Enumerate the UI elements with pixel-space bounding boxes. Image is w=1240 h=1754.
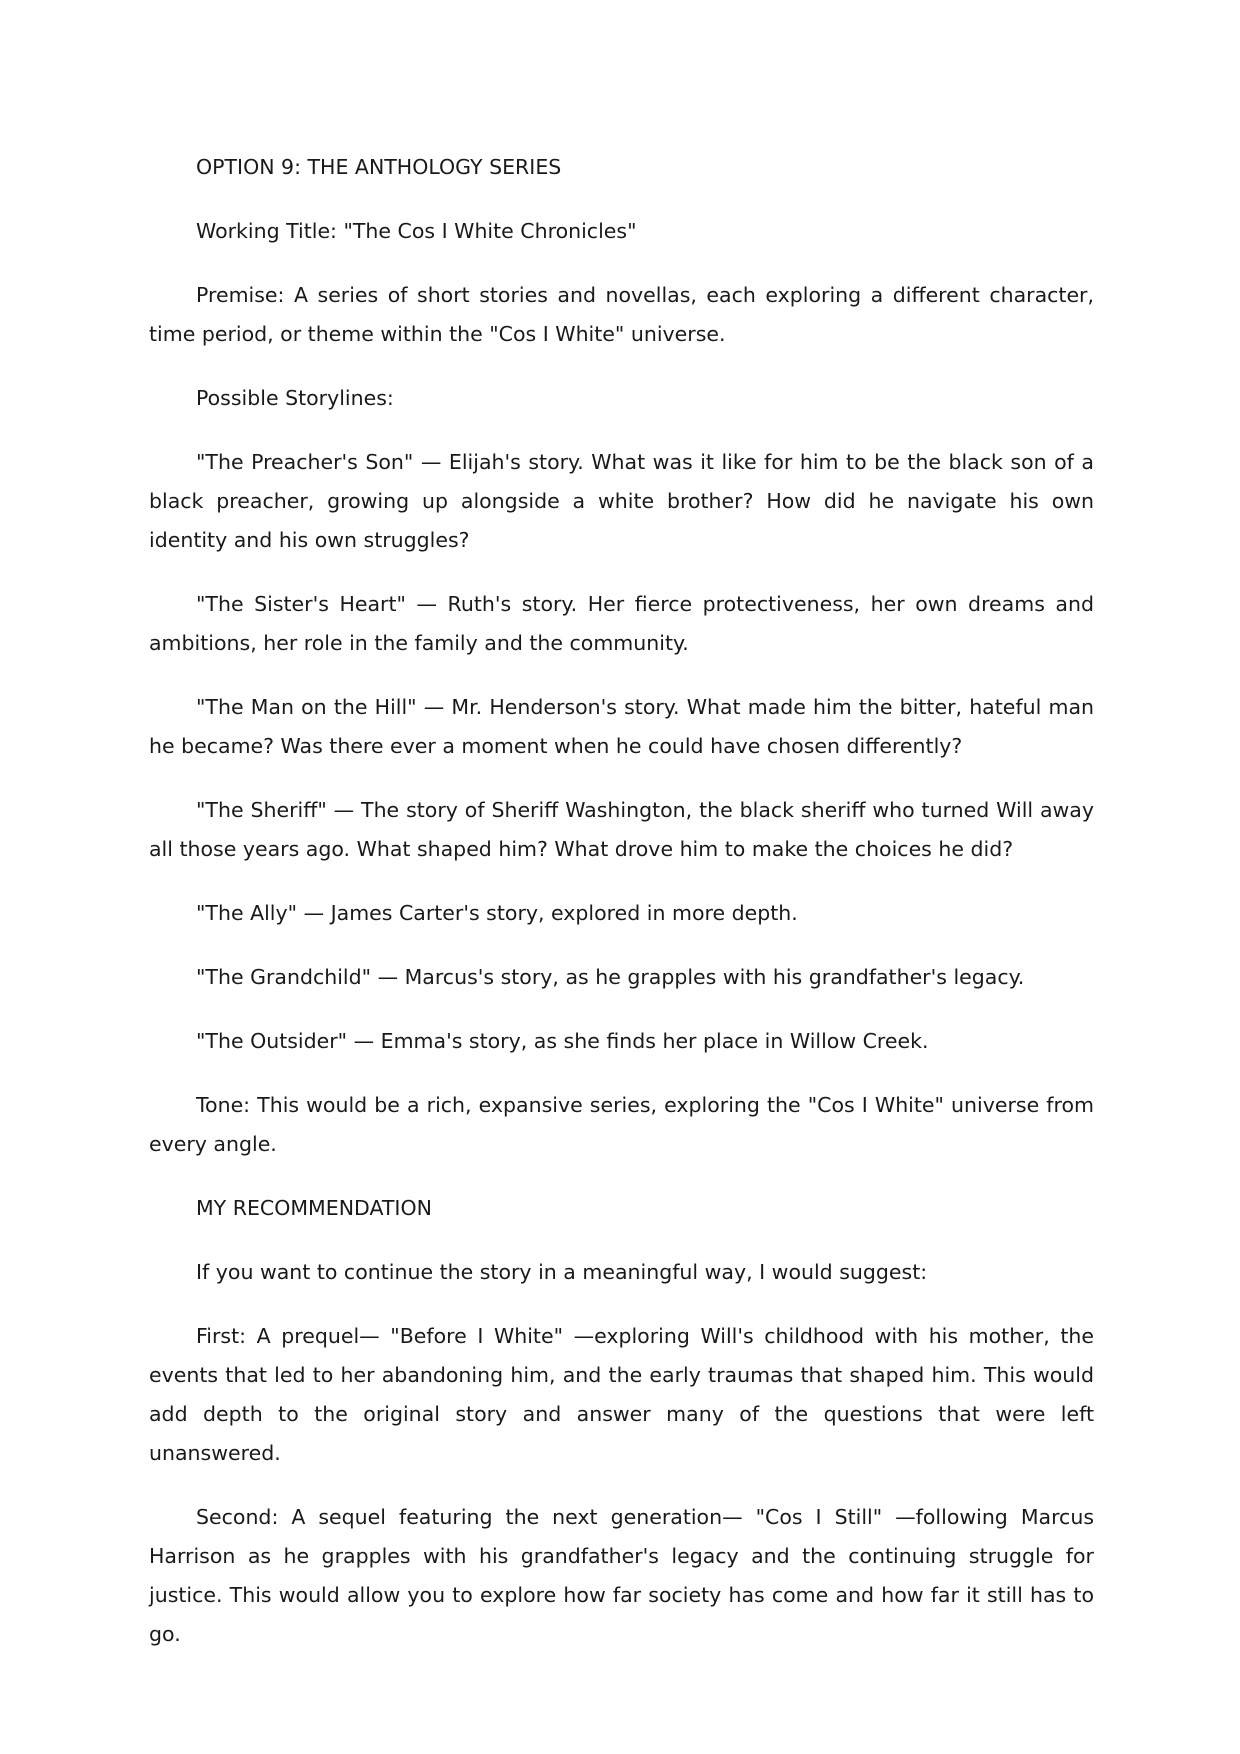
section-heading: OPTION 9: THE ANTHOLOGY SERIES [196,155,562,179]
recommendation-heading: MY RECOMMENDATION [196,1196,432,1220]
storyline-paragraph: "The Man on the Hill" — Mr. Henderson's story. What made him the bitter, hateful man he became? Was there ever a moment when he could have chosen differently? [149,695,1094,758]
recommendation-second: Second: A sequel featuring the next generation— "Cos I Still" —following Marcus Harrison as he grapples with his grandfather's legacy and the continuing struggle for justice. This would allow you to explore how far society has come and how far it still has to go. [149,1505,1094,1646]
document-page [149,148,1094,1679]
storyline-paragraph: "The Grandchild" — Marcus's story, as he grapples with his grandfather's legacy. [196,965,1025,989]
recommendation-intro: If you want to continue the story in a meaningful way, I would suggest: [196,1260,928,1284]
storylines-heading: Possible Storylines: [196,386,394,410]
storyline-paragraph: "The Ally" — James Carter's story, explored in more depth. [196,901,798,925]
storyline-paragraph: "The Sheriff" — The story of Sheriff Washington, the black sheriff who turned Will away all those years ago. What shaped him? What drove him to make the choices he did? [149,798,1094,861]
storyline-paragraph: "The Preacher's Son" — Elijah's story. What was it like for him to be the black son of a black preacher, growing up alongside a white brother? How did he navigate his own identity and his own struggles? [149,450,1094,552]
storyline-paragraph: "The Sister's Heart" — Ruth's story. Her fierce protectiveness, her own dreams and ambitions, her role in the family and the community. [149,592,1094,655]
storyline-paragraph: "The Outsider" — Emma's story, as she finds her place in Willow Creek. [196,1029,929,1053]
premise-paragraph: Premise: A series of short stories and novellas, each exploring a different character, time period, or theme within the "Cos I White" universe. [149,283,1094,346]
working-title-paragraph: Working Title: "The Cos I White Chronicles" [196,219,637,243]
recommendation-first: First: A prequel— "Before I White" —exploring Will's childhood with his mother, the events that led to her abandoning him, and the early traumas that shaped him. This would add depth to the original story and answer many of the questions that were left unanswered. [149,1324,1094,1465]
tone-paragraph: Tone: This would be a rich, expansive series, exploring the "Cos I White" universe from every angle. [149,1093,1094,1156]
